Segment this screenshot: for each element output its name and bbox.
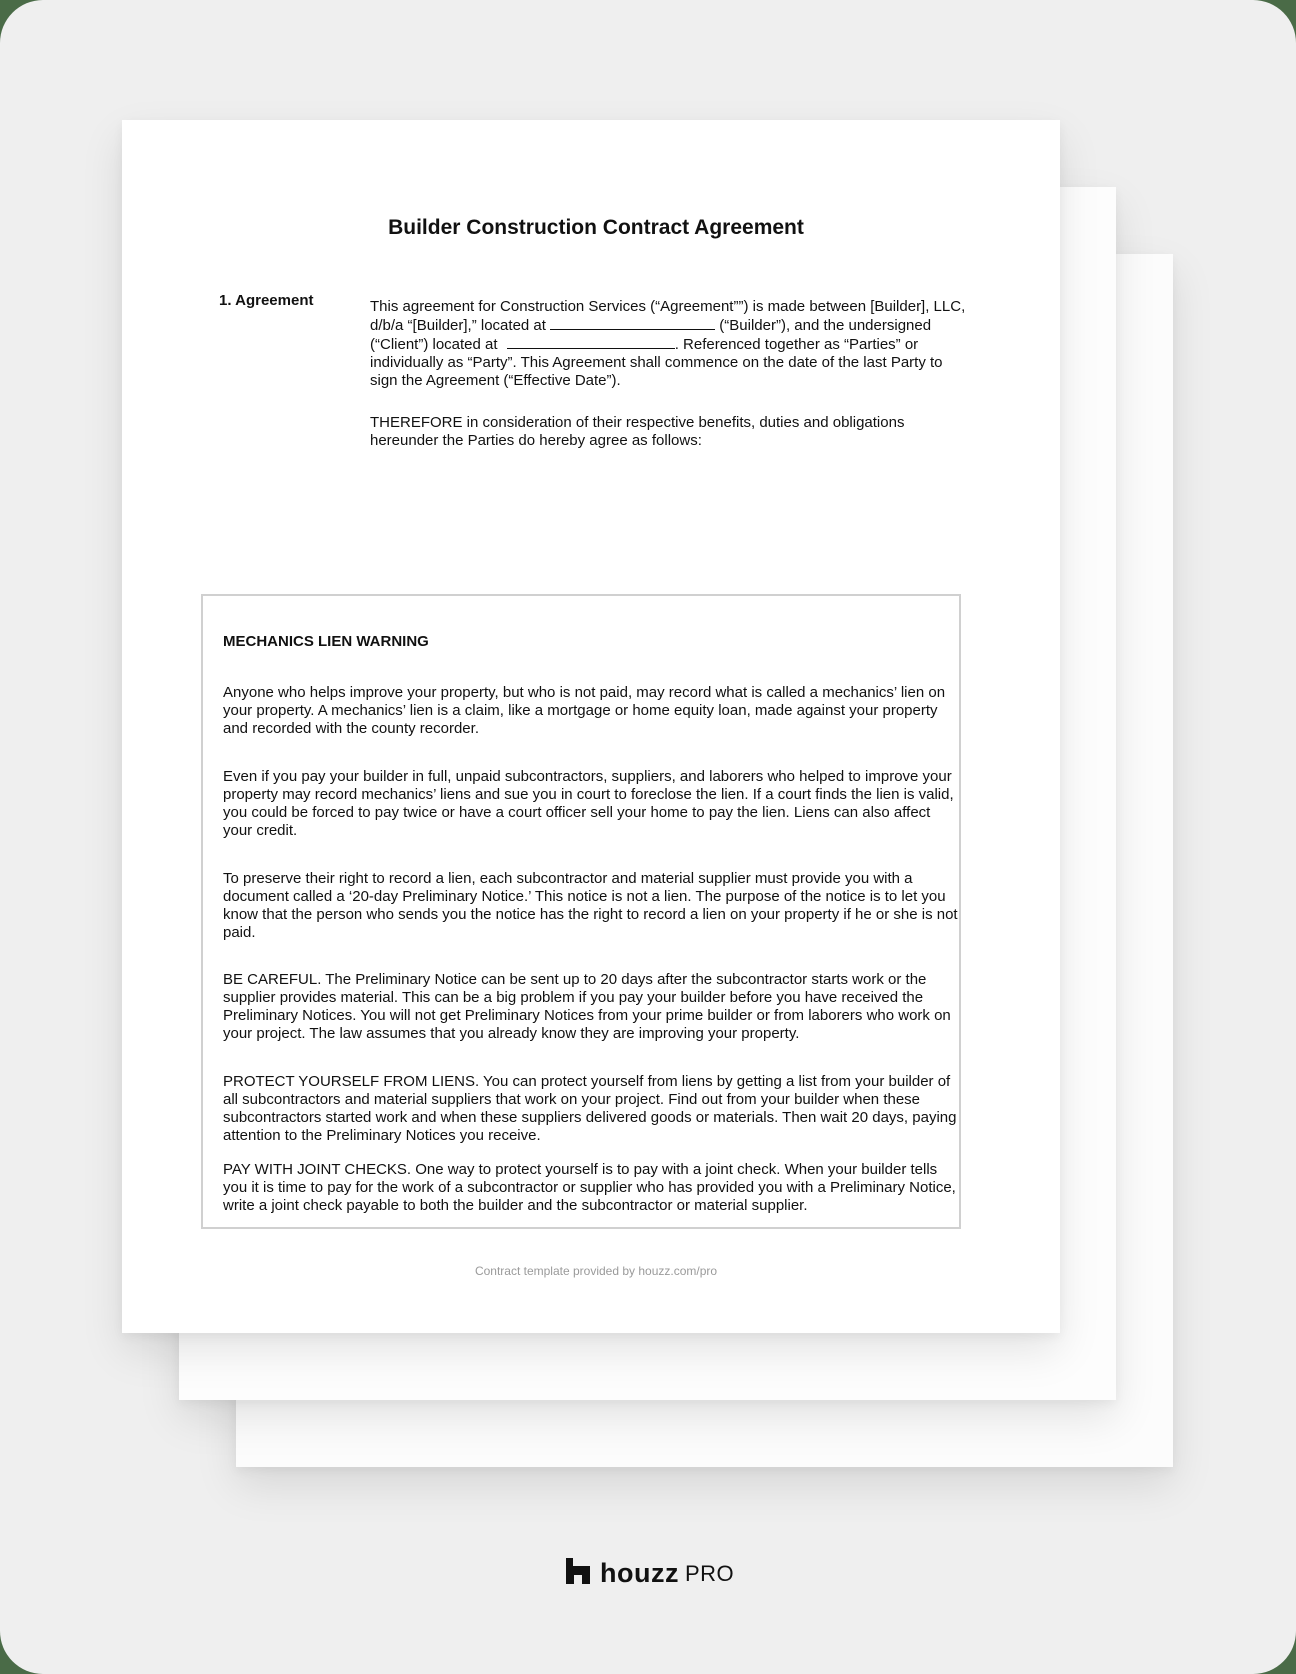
template-credit: Contract template provided by houzz.com/pro (474, 1264, 718, 1278)
warning-paragraph: Anyone who helps improve your property, but who is not paid, may record what is called a mechanics’ lien on your property. A mechanics’ lien is a claim, like a mortgage or home equity loan, made against your property and recorded with the county recorder. (223, 684, 946, 737)
agreement-text-b: (“Builder”), and the undersigned (“Client”) located at (370, 317, 932, 353)
therefore-paragraph: THEREFORE in consideration of their respective benefits, duties and obligations hereunder the Parties do hereby agree as follows: (370, 414, 905, 449)
brand-suffix: PRO (684, 1561, 735, 1586)
agreement-paragraph (370, 298, 970, 390)
warning-paragraph: PAY WITH JOINT CHECKS. One way to protect yourself is to pay with a joint check. When your builder tells you it is time to pay for the work of a subcontractor or supplier who has provided you with a Preliminary Notice, write a joint check payable to both the builder and the subcontractor or material supplier. (223, 1161, 956, 1214)
document-page (122, 120, 1060, 1333)
section-body-agreement (370, 298, 970, 474)
warning-paragraph: To preserve their right to record a lien, each subcontractor and material supplier must provide you with a document called a ‘20-day Preliminary Notice.’ This notice is not a lien. The purpose of the notice is to let you know that the person who sends you the notice has the right to record a lien on your property if he or she is not paid. (223, 870, 958, 941)
agreement-text-c: . Referenced together as “Parties” or individually as “Party”. This Agreement shall commence on the date of the last Party to sign the Agreement (“Effective Date”). (370, 336, 943, 389)
brand-wordmark: houzz (600, 1558, 679, 1588)
warning-paragraph: PROTECT YOURSELF FROM LIENS. You can protect yourself from liens by getting a list from your builder of all subcontractors and material suppliers that work on your project. Find out from your builder when these subcontractors started work and when these suppliers delivered goods or materials. Then wait 20 days, paying attention to the Preliminary Notices you receive. (223, 1073, 957, 1144)
mechanics-lien-warning-box (201, 594, 961, 1229)
warning-paragraph: BE CAREFUL. The Preliminary Notice can be sent up to 20 days after the subcontractor starts work or the supplier provides material. This can be a big problem if you pay your builder before you have received the Preliminary Notices. You will not get Preliminary Notices from your prime builder or from laborers who work on your project. The law assumes that you already know they are improving your property. (223, 971, 951, 1042)
agreement-text-a: This agreement for Construction Services (“Agreement””) is made between [Builder], LLC, d/b/a “[Builder],” located at (370, 298, 966, 334)
client-address-blank (507, 335, 675, 349)
builder-address-blank (550, 316, 715, 330)
warning-title: MECHANICS LIEN WARNING (223, 633, 429, 650)
houzz-pro-logo (566, 1556, 734, 1586)
houzz-house-icon (566, 1558, 590, 1584)
document-title: Builder Construction Contract Agreement (388, 216, 804, 239)
section-heading-agreement: 1. Agreement (219, 292, 314, 309)
warning-paragraph: Even if you pay your builder in full, unpaid subcontractors, suppliers, and laborers who helped to improve your property may record mechanics’ liens and sue you in court to foreclose the lien. If a court finds the lien is valid, you could be forced to pay twice or have a court officer sell your home to pay the lien. Liens can also affect your credit. (223, 768, 954, 839)
